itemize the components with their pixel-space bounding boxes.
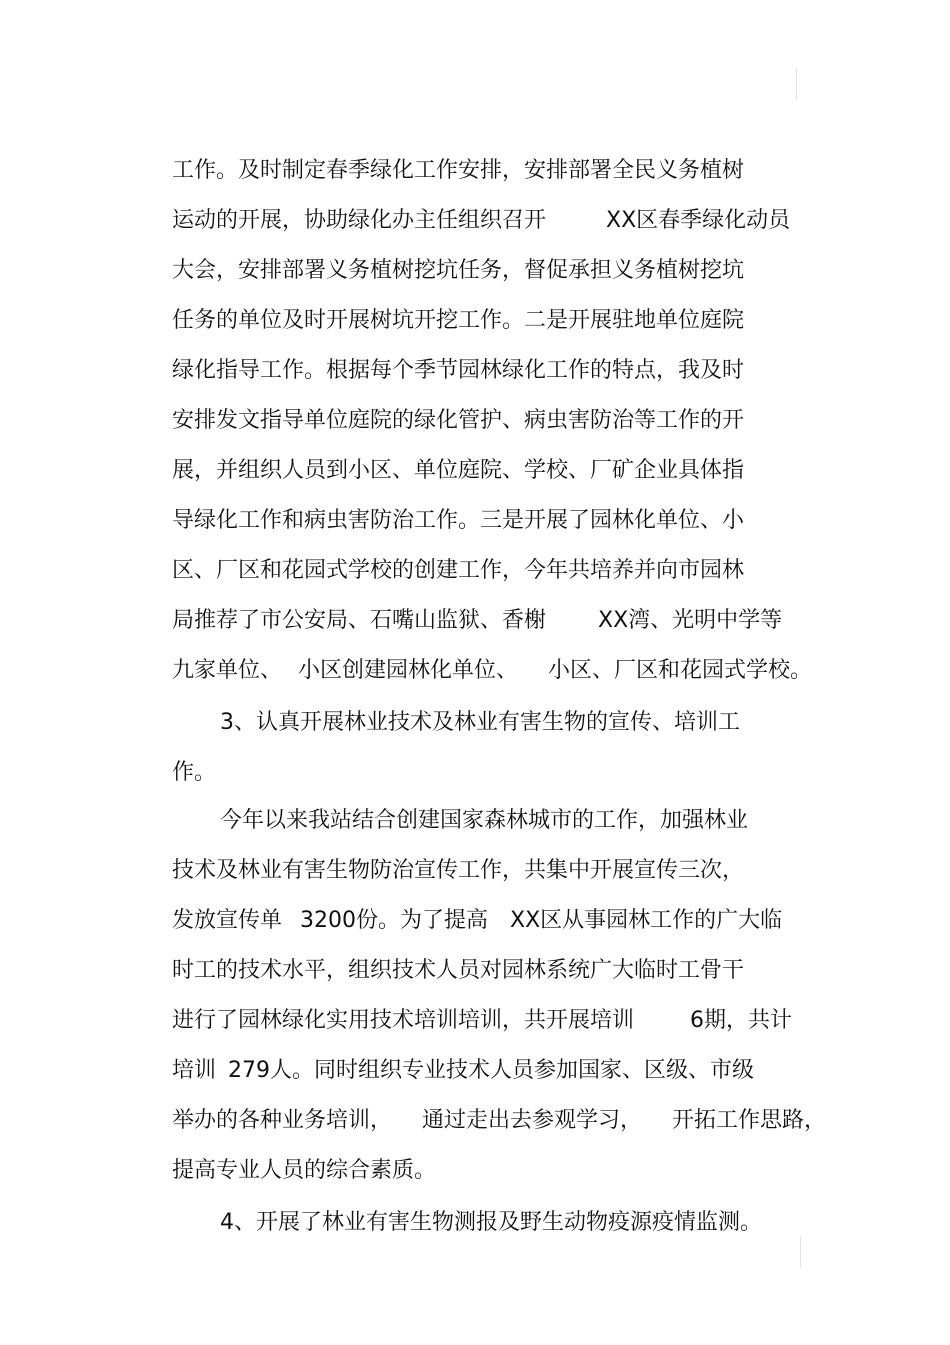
text-segment: XX湾、光明中学等 — [598, 608, 783, 633]
text-line — [192, 678, 740, 768]
text-segment: 举办的各种业务培训， — [171, 1108, 392, 1133]
text-segment: 区、厂区和花园式学校的创建工作，今年共培养并向市园林 — [171, 558, 744, 583]
text-segment: 任务的单位及时开展树坑开挖工作。二是开展驻地单位庭院 — [171, 308, 744, 333]
text-segment: 导绿化工作和病虫害防治工作。三是开展了园林化单位、小 — [171, 508, 744, 533]
text-line — [192, 1178, 762, 1268]
text-segment: 九家单位、 — [171, 658, 282, 683]
text-segment: 小区创建园林化单位、 — [298, 658, 519, 683]
text-segment: 3、认真开展林业技术及林业有害生物的宣传、培训工 — [219, 710, 740, 735]
text-segment: 安排发文指导单位庭院的绿化管护、病虫害防治等工作的开 — [171, 408, 744, 433]
text-segment: 6期，共计 — [690, 1008, 792, 1033]
text-segment: 时工的技术水平，组织技术人员对园林系统广大临时工骨干 — [171, 958, 744, 983]
text-segment: 大会，安排部署义务植树挖坑任务，督促承担义务植树挖坑 — [171, 258, 744, 283]
text-segment: 局推荐了市公安局、石嘴山监狱、香榭 — [171, 608, 546, 633]
text-segment: 发放宣传单 — [171, 908, 282, 933]
text-segment: XX区从事园林工作的广大临 — [510, 908, 783, 933]
text-segment: 4、开展了林业有害生物测报及野生动物疫源疫情监测。 — [219, 1210, 762, 1235]
text-segment: 技术及林业有害生物防治宣传工作，共集中开展宣传三次， — [171, 858, 744, 883]
text-segment: 作。 — [171, 760, 216, 785]
text-segment: 通过走出去参观学习， — [422, 1108, 643, 1133]
text-segment: 开拓工作思路， — [672, 1108, 827, 1133]
text-segment: 培训 — [171, 1058, 216, 1083]
text-segment: 进行了园林绿化实用技术培训培训，共开展培训 — [171, 1008, 634, 1033]
text-segment: 小区、厂区和花园式学校。 — [548, 658, 813, 683]
text-segment: 279人。同时组织专业技术人员参加国家、区级、市级 — [228, 1058, 754, 1083]
text-segment: 工作。及时制定春季绿化工作安排，安排部署全民义务植树 — [171, 158, 744, 183]
text-segment: 展，并组织人员到小区、单位庭院、学校、厂矿企业具体指 — [171, 458, 744, 483]
page-edge-mark-bottom — [800, 1236, 801, 1268]
text-segment: 提高专业人员的综合素质。 — [171, 1158, 436, 1183]
text-segment: 绿化指导工作。根据每个季节园林绿化工作的特点，我及时 — [171, 358, 744, 383]
text-segment: XX区春季绿化动员 — [606, 208, 791, 233]
text-segment: 运动的开展，协助绿化办主任组织召开 — [171, 208, 546, 233]
text-segment: 今年以来我站结合创建国家森林城市的工作，加强林业 — [219, 808, 748, 833]
text-segment: 3200份。为了提高 — [300, 908, 488, 933]
page-edge-mark-top — [796, 68, 797, 100]
